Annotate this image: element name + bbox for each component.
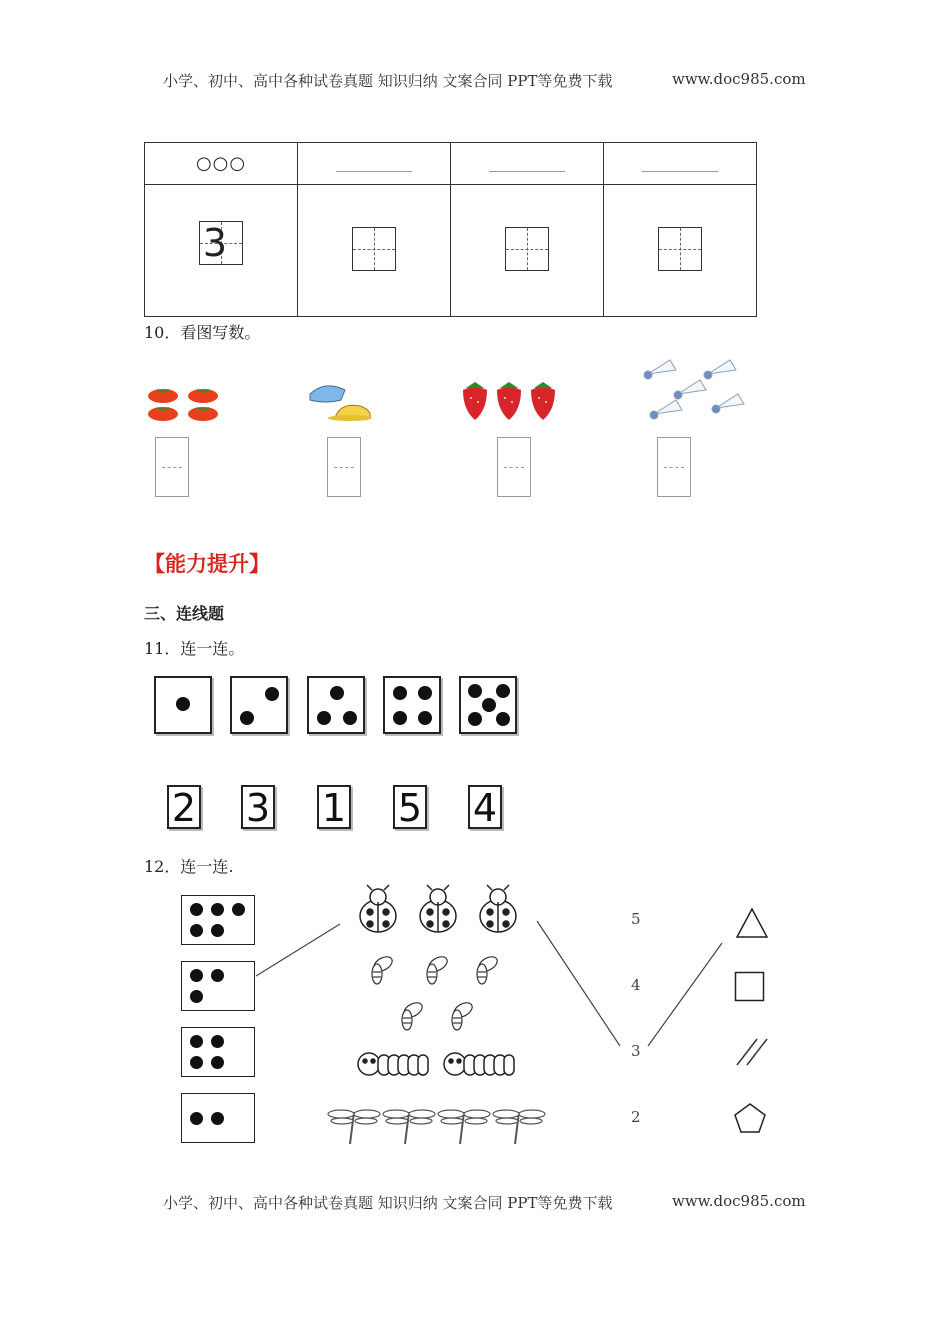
- dot-card-five[interactable]: [181, 895, 255, 945]
- section-subtitle: 三、连线题: [144, 604, 225, 623]
- write-box[interactable]: [155, 437, 189, 497]
- dot-card-four[interactable]: [181, 1027, 255, 1077]
- number-box[interactable]: 1: [317, 785, 351, 829]
- footer-left-text: 小学、初中、高中各种试卷真题 知识归纳 文案合同 PPT等免费下载: [163, 1194, 613, 1212]
- table-cell-blank[interactable]: [298, 143, 451, 185]
- die-three[interactable]: [307, 676, 365, 734]
- match-number[interactable]: 5: [631, 910, 641, 928]
- square-icon[interactable]: [734, 971, 766, 1003]
- match-number[interactable]: 3: [631, 1042, 641, 1060]
- tian-grid-box[interactable]: [352, 227, 396, 271]
- table-cell-blank[interactable]: [451, 143, 604, 185]
- parallel-lines-icon[interactable]: [735, 1037, 769, 1069]
- number-box[interactable]: 3: [241, 785, 275, 829]
- triangle-icon[interactable]: [735, 907, 769, 939]
- shuttlecocks-icon: [640, 352, 755, 422]
- footer-url: www.doc985.com: [672, 1192, 806, 1210]
- tian-grid-box: [199, 221, 243, 265]
- caterpillar-icon[interactable]: [356, 1044, 516, 1084]
- die-five[interactable]: [459, 676, 517, 734]
- table-cell-write[interactable]: [604, 185, 757, 317]
- die-one[interactable]: [154, 676, 212, 734]
- question-10-title: 10．看图写数。: [144, 323, 261, 342]
- strawberries-icon: [458, 380, 563, 422]
- section-title: 【能力提升】: [144, 552, 270, 576]
- write-box[interactable]: [327, 437, 361, 497]
- dot-card-two[interactable]: [181, 1093, 255, 1143]
- table-cell-write[interactable]: [451, 185, 604, 317]
- header-url: www.doc985.com: [672, 70, 806, 88]
- question-11-title: 11．连一连。: [144, 639, 245, 658]
- dot-card-three[interactable]: [181, 961, 255, 1011]
- question-12-title: 12．连一连.: [144, 857, 234, 876]
- header-left-text: 小学、初中、高中各种试卷真题 知识归纳 文案合同 PPT等免费下载: [163, 72, 613, 90]
- match-number[interactable]: 2: [631, 1108, 641, 1126]
- tomatoes-icon: [145, 385, 225, 425]
- number-box[interactable]: 4: [468, 785, 502, 829]
- bee-icon[interactable]: [365, 950, 505, 1040]
- table-cell-circles: ○○○: [145, 143, 298, 185]
- dragonfly-icon[interactable]: [326, 1104, 556, 1146]
- write-box[interactable]: [657, 437, 691, 497]
- number-box[interactable]: 5: [393, 785, 427, 829]
- pentagon-icon[interactable]: [733, 1102, 767, 1134]
- die-two[interactable]: [230, 676, 288, 734]
- hat-icon: [305, 380, 380, 425]
- tian-grid-box[interactable]: [505, 227, 549, 271]
- table-cell-write[interactable]: [298, 185, 451, 317]
- match-number[interactable]: 4: [631, 976, 641, 994]
- ladybug-icon[interactable]: [350, 884, 530, 936]
- table-cell-example: [145, 185, 298, 317]
- number-writing-table: [144, 142, 757, 317]
- write-box[interactable]: [497, 437, 531, 497]
- tian-grid-box[interactable]: [658, 227, 702, 271]
- example-digit: 3: [202, 220, 228, 265]
- number-box[interactable]: 2: [167, 785, 201, 829]
- die-four[interactable]: [383, 676, 441, 734]
- table-cell-blank[interactable]: [604, 143, 757, 185]
